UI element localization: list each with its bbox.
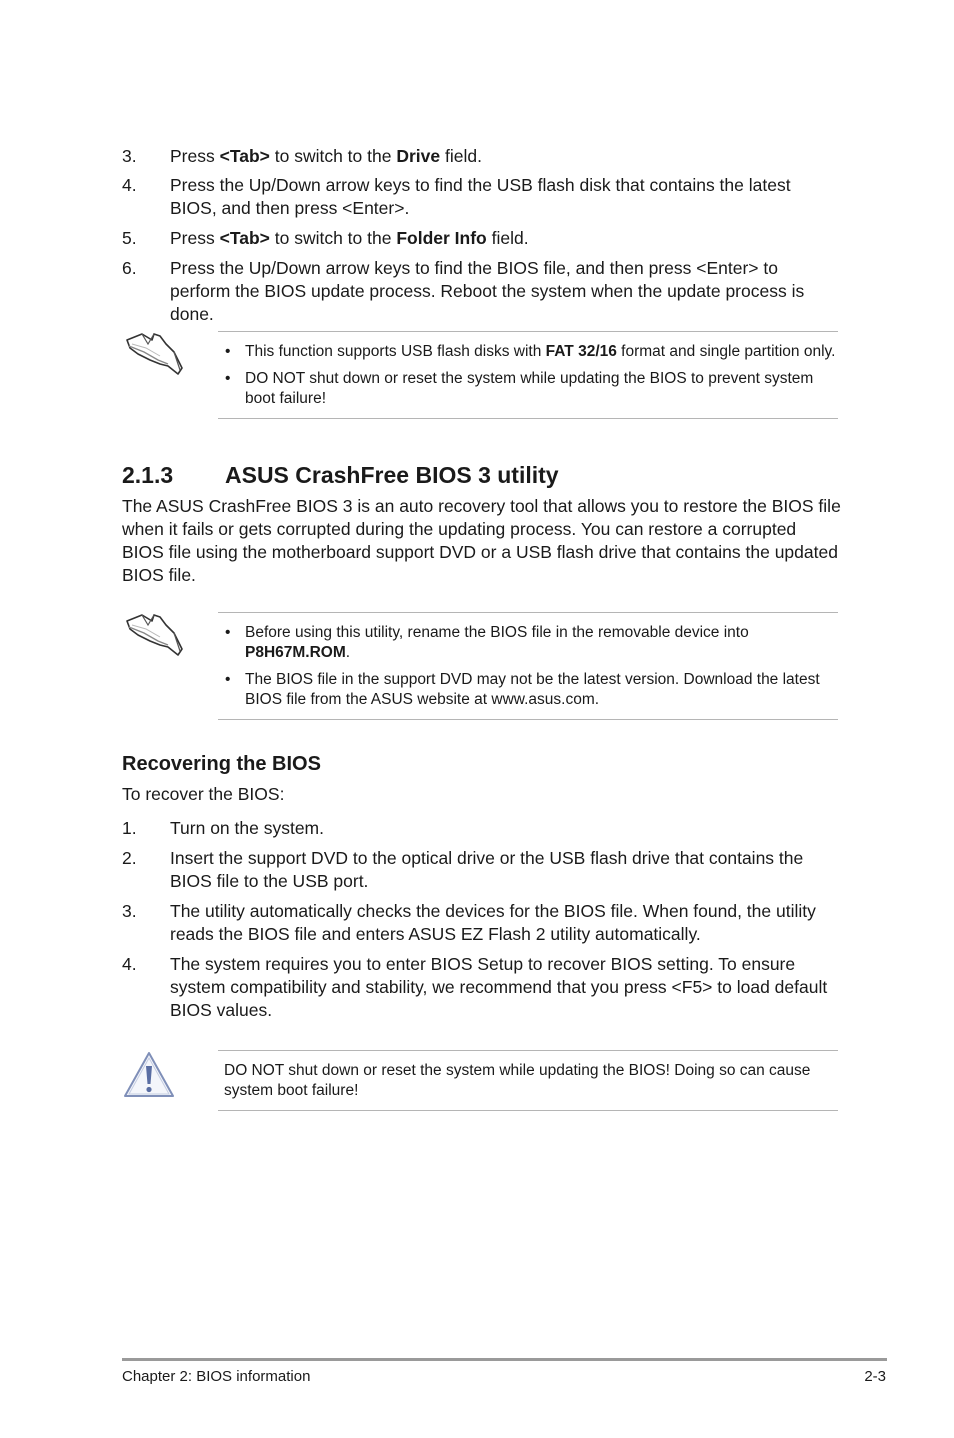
step-text: The system requires you to enter BIOS Setup to recover BIOS setting. To ensure system compatibility and stability, we recommend that you press <F5> to load default BIOS values.	[170, 954, 828, 1020]
section-title: ASUS CrashFree BIOS 3 utility	[225, 462, 559, 488]
note-top-rule	[218, 331, 838, 332]
note-top-rule	[218, 612, 838, 613]
step-number: 5.	[122, 228, 137, 248]
note-bottom-rule	[218, 719, 838, 720]
step-number: 3.	[122, 901, 137, 921]
footer-chapter: Chapter 2: BIOS information	[122, 1368, 311, 1385]
step-number: 3.	[122, 146, 137, 166]
warning-bottom-rule	[218, 1110, 838, 1111]
step-text: The utility automatically checks the devices for the BIOS file. When found, the utility reads the BIOS file and enters ASUS EZ Flash 2 utility automatically.	[170, 901, 816, 944]
step-number: 2.	[122, 848, 137, 868]
pointing-hand-icon	[124, 611, 186, 659]
step-text: Press <Tab> to switch to the Drive field.	[170, 146, 482, 166]
step-number: 6.	[122, 258, 137, 278]
bullet-marker: •	[225, 370, 231, 387]
step-text: Insert the support DVD to the optical drive or the USB flash drive that contains the BIOS file to the USB port.	[170, 848, 804, 891]
note-bottom-rule	[218, 418, 838, 419]
bullet-marker: •	[225, 671, 231, 688]
note-bullet-text: Before using this utility, rename the BIOS file in the removable device into P8H67M.ROM.	[245, 624, 749, 661]
step-text: Turn on the system.	[170, 818, 324, 838]
section-intro: The ASUS CrashFree BIOS 3 is an auto recovery tool that allows you to restore the BIOS file when it fails or gets corrupted during the updating process. You can restore a corrupted BIOS file using the motherboard support DVD or a USB flash drive that contains the updated BIOS file.	[122, 496, 841, 585]
subsection-lead: To recover the BIOS:	[122, 784, 285, 804]
step-number: 4.	[122, 175, 137, 195]
warning-top-rule	[218, 1050, 838, 1051]
section-number: 2.1.3	[122, 462, 174, 488]
warning-triangle-icon	[122, 1050, 176, 1100]
note-bullet-text: This function supports USB flash disks with FAT 32/16 format and single partition only.	[245, 343, 836, 360]
bullet-marker: •	[225, 343, 231, 360]
footer-rule	[122, 1358, 887, 1361]
note-bullet-text: The BIOS file in the support DVD may not be the latest version. Download the latest BIOS file from the ASUS website at www.asus.com.	[245, 671, 820, 708]
bullet-marker: •	[225, 624, 231, 641]
step-text: Press <Tab> to switch to the Folder Info field.	[170, 228, 529, 248]
footer-page-number: 2-3	[864, 1368, 886, 1385]
step-text: Press the Up/Down arrow keys to find the BIOS file, and then press <Enter> to perform the BIOS update process. Reboot the system when the update process is done.	[170, 258, 805, 324]
step-number: 1.	[122, 818, 137, 838]
warning-text: DO NOT shut down or reset the system while updating the BIOS! Doing so can cause system boot failure!	[224, 1062, 811, 1099]
pointing-hand-icon	[124, 330, 186, 378]
note-bullet-text: DO NOT shut down or reset the system while updating the BIOS to prevent system boot failure!	[245, 370, 814, 407]
subsection-title: Recovering the BIOS	[122, 753, 321, 775]
step-text: Press the Up/Down arrow keys to find the USB flash disk that contains the latest BIOS, and then press <Enter>.	[170, 175, 791, 218]
step-number: 4.	[122, 954, 137, 974]
